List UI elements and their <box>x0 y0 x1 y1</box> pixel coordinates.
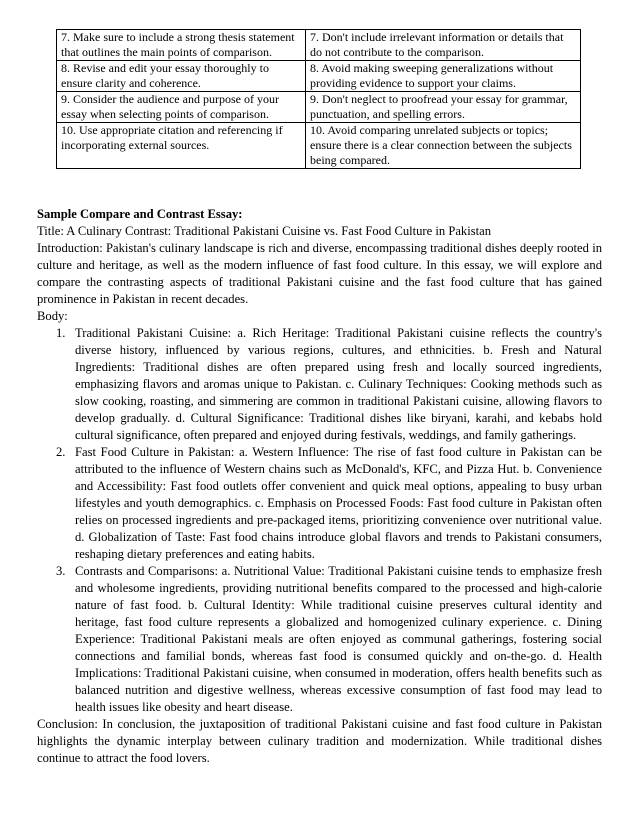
list-item <box>37 563 602 716</box>
table-cell-dont: 8. Avoid making sweeping generalizations without providing evidence to support your claims. <box>306 61 581 92</box>
table-row <box>57 123 581 169</box>
table-row <box>57 61 581 92</box>
body-label: Body: <box>37 309 68 323</box>
table-cell-dont: 10. Avoid comparing unrelated subjects or topics; ensure there is a clear connection between the subjects being compared. <box>306 123 581 169</box>
tips-table <box>56 29 581 169</box>
list-item-number: 2. <box>56 445 66 459</box>
table-cell-do: 10. Use appropriate citation and referencing if incorporating external sources. <box>57 123 306 169</box>
essay-introduction: Introduction: Pakistan's culinary landscape is rich and diverse, encompassing traditional dishes deeply rooted in culture and heritage, as well as the modern influence of fast food culture. In this essay, we will explore and compare the contrasting aspects of traditional Pakistani cuisine and the fast food culture that has gained prominence in Pakistan in recent decades. <box>37 241 602 306</box>
list-item-number: 1. <box>56 326 66 340</box>
list-item <box>37 325 602 444</box>
list-item-text: Contrasts and Comparisons: a. Nutritional Value: Traditional Pakistani cuisine tends to emphasize fresh and wholesome ingredients, providing nutritional benefits compared to the processed and high-calorie nature of fast food. b. Cultural Identity: While traditional cuisine preserves cultural identity and heritage, fast food culture represents a globalized and homogenized culinary experience. c. Dining Experience: Traditional Pakistani meals are often enjoyed as communal gatherings, fostering social connections and familial bonds, whereas fast food is consumed quickly and on-the-go. d. Health Implications: Traditional Pakistani cuisine, when consumed in moderation, offers health benefits such as balanced nutrition and digestive wellness, whereas excessive consumption of fast food may lead to health issues like obesity and heart disease. <box>75 564 602 714</box>
table-cell-dont: 9. Don't neglect to proofread your essay for grammar, punctuation, and spelling errors. <box>306 92 581 123</box>
list-item <box>37 444 602 563</box>
table-cell-do: 7. Make sure to include a strong thesis statement that outlines the main points of comparison. <box>57 30 306 61</box>
table-cell-dont: 7. Don't include irrelevant information or details that do not contribute to the comparison. <box>306 30 581 61</box>
list-item-text: Fast Food Culture in Pakistan: a. Western Influence: The rise of fast food culture in Pakistan can be attributed to the influence of Western chains such as McDonald's, KFC, and Pizza Hut. b. Convenience and Accessibility: Fast food outlets offer convenient and quick meal options, appealing to busy urban lifestyles and youth demographics. c. Emphasis on Processed Foods: Fast food culture in Pakistan often relies on processed ingredients and pre-packaged items, prioritizing convenience over nutritional value. d. Globalization of Taste: Fast food chains introduce global flavors and trends to Pakistani consumers, reshaping dietary preferences and eating habits. <box>75 445 602 561</box>
table-row <box>57 92 581 123</box>
essay-title: Title: A Culinary Contrast: Traditional Pakistani Cuisine vs. Fast Food Culture in Pakistan <box>37 224 491 238</box>
essay-content <box>37 206 602 767</box>
essay-conclusion: Conclusion: In conclusion, the juxtaposition of traditional Pakistani cuisine and fast food culture in Pakistan highlights the dynamic interplay between culinary tradition and modernization. While traditional dishes continue to attract the food lovers. <box>37 717 602 765</box>
body-list <box>37 325 602 716</box>
list-item-number: 3. <box>56 564 66 578</box>
table-row <box>57 30 581 61</box>
table-cell-do: 9. Consider the audience and purpose of your essay when selecting points of comparison. <box>57 92 306 123</box>
essay-heading: Sample Compare and Contrast Essay: <box>37 207 243 221</box>
table-cell-do: 8. Revise and edit your essay thoroughly to ensure clarity and coherence. <box>57 61 306 92</box>
list-item-text: Traditional Pakistani Cuisine: a. Rich Heritage: Traditional Pakistani cuisine reflects the country's diverse history, influenced by various regions, cultures, and ethnicities. b. Fresh and Natural Ingredients: Traditional dishes are often prepared using fresh and locally sourced ingredients, emphasizing flavors and aromas unique to Pakistan. c. Culinary Techniques: Cooking methods such as slow cooking, roasting, and simmering are common in traditional Pakistani cuisine, allowing flavors to develop gradually. d. Cultural Significance: Traditional dishes like biryani, karahi, and kebabs hold cultural significance, often prepared and enjoyed during festivals, weddings, and family gatherings. <box>75 326 602 442</box>
